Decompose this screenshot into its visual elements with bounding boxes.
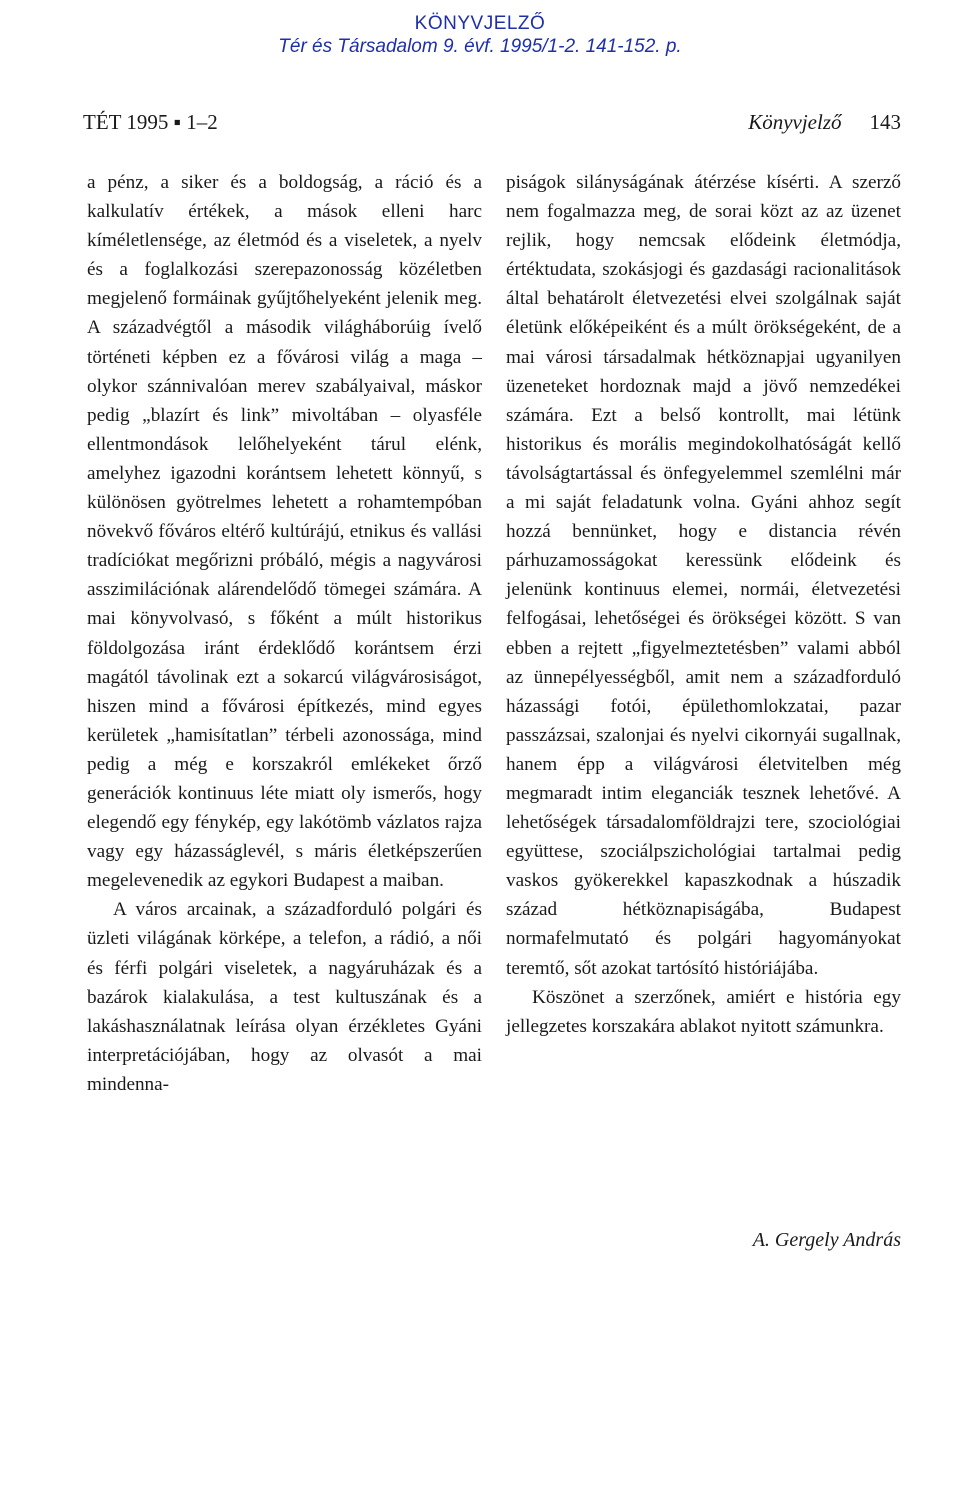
left-paragraph-1: a pénz, a siker és a boldogság, a ráció és a kalkulatív értékek, a mások elleni harc kíméletlensége, az életmód és a viseletek, a nyelv és a foglalkozási szerepazonosság közéletben megjelenő formáinak gyűjtőhelyeként jelenik meg. A századvégtől a második világháborúig ívelő történeti képben ez a fővárosi világ a maga – olykor szánnivalóan merev szabályaival, máskor pedig „blazírt és link” mivoltában – olyasféle ellentmondások lelőhelyeként tárul elénk, amelyhez igazodni korántsem lehetett könnyű, s különösen gyötrelmes lehetett a rohamtempóban növekvő főváros eltérő kultúrájú, etnikus és vallási tradíciókat megőrizni próbáló, mégis a nagyvárosi asszimilációnak alárendelődő tömegei számára. A mai könyvolvasó, s főként a múlt historikus földolgozása iránt érdeklődő korántsem érzi magától távolinak ezt a sokarcú világvárosiságot, hiszen mind a fővárosi építkezés, mind egyes kerületek „hamisítatlan” térbeli azonossága, mind pedig a még e korszakról emlékeket őrző generációk kontinuus léte miatt oly ismerős, hogy elegendő egy fénykép, egy lakótömb vázlatos rajza vagy egy házasságlevél, s máris életképszerűen megelevenedik az egykori Budapest a maiban. [87, 172, 482, 892]
journal-section: KÖNYVJELZŐ [414, 13, 546, 34]
running-head-left: TÉT 1995 ▪ 1–2 [83, 110, 218, 134]
running-head [83, 108, 901, 136]
right-paragraph-2: Köszönet a szerzőnek, amiért e história egy jellegzetes korszakára ablakot nyitott számunkra. [506, 986, 901, 1037]
right-column [506, 168, 901, 1041]
right-paragraph-1: piságok silányságának átérzése kísérti. A szerző nem fogalmazza meg, de sorai közt az az üzenet rejlik, hogy nemcsak elődeink életmódja, értéktudata, szokásjogi és gazdasági racionalitások által behatárolt életvezetési elvei szolgálnak saját életünk előképeiként és a múlt örökségeként, de a mai városi társadalmak hétköznapjai ugyanilyen üzeneteket hordoznak majd a jövő nemzedékei számára. Ezt a belső kontrollt, mai létünk historikus és morális megindokolhatóságát kellő távolságtartással és önfegyelemmel szemlélni már a mi saját feladatunk volna. Gyáni ahhoz segít hozzá bennünket, hogy e distancia révén párhuzamosságokat keressünk elődeink és jelenünk kontinuus elemei, normái, életvezetési felfogásai, lehetőségei és örökségei között. S van ebben a rejtett „figyelmeztetésben” valami abból az ünnepélyességből, amit nem a századforduló házassági fotói, épülethomlokzatai, pazar passzázsai, szalonjai és nyelvi cikornyái sugallnak, hanem épp a világvárosi életvitelben még megmaradt intim eleganciák tesznek lehetővé. A lehetőségek társadalomföldrajzi tere, szociológiai együttese, szociálpszichológiai tartalmai pedig vaskos gyökerekkel kapaszkodnak a húszadik század hétköznapiságába, Budapest normafelmutató és polgári hagyományokat teremtő, sőt azokat tartósító históriájába. [506, 172, 901, 979]
page-number: 143 [869, 110, 901, 134]
author-signature: A. Gergely András [752, 1229, 901, 1251]
citation-line: Tér és Társadalom 9. évf. 1995/1-2. 141-152. p. [278, 36, 682, 57]
citation-header [0, 12, 960, 58]
left-paragraph-2: A város arcainak, a századforduló polgári és üzleti világának körképe, a telefon, a rádió, a női és férfi polgári viseletek, a nagyáruházak és a bazárok kialakulása, a test kultuszának és a lakáshasználatnak leírása olyan érzékletes Gyáni interpretációjában, hogy az olvasót a mai mindenna- [87, 899, 482, 1095]
running-head-section: Könyvjelző [748, 110, 842, 134]
left-column [87, 168, 482, 1099]
running-head-right [748, 108, 901, 136]
